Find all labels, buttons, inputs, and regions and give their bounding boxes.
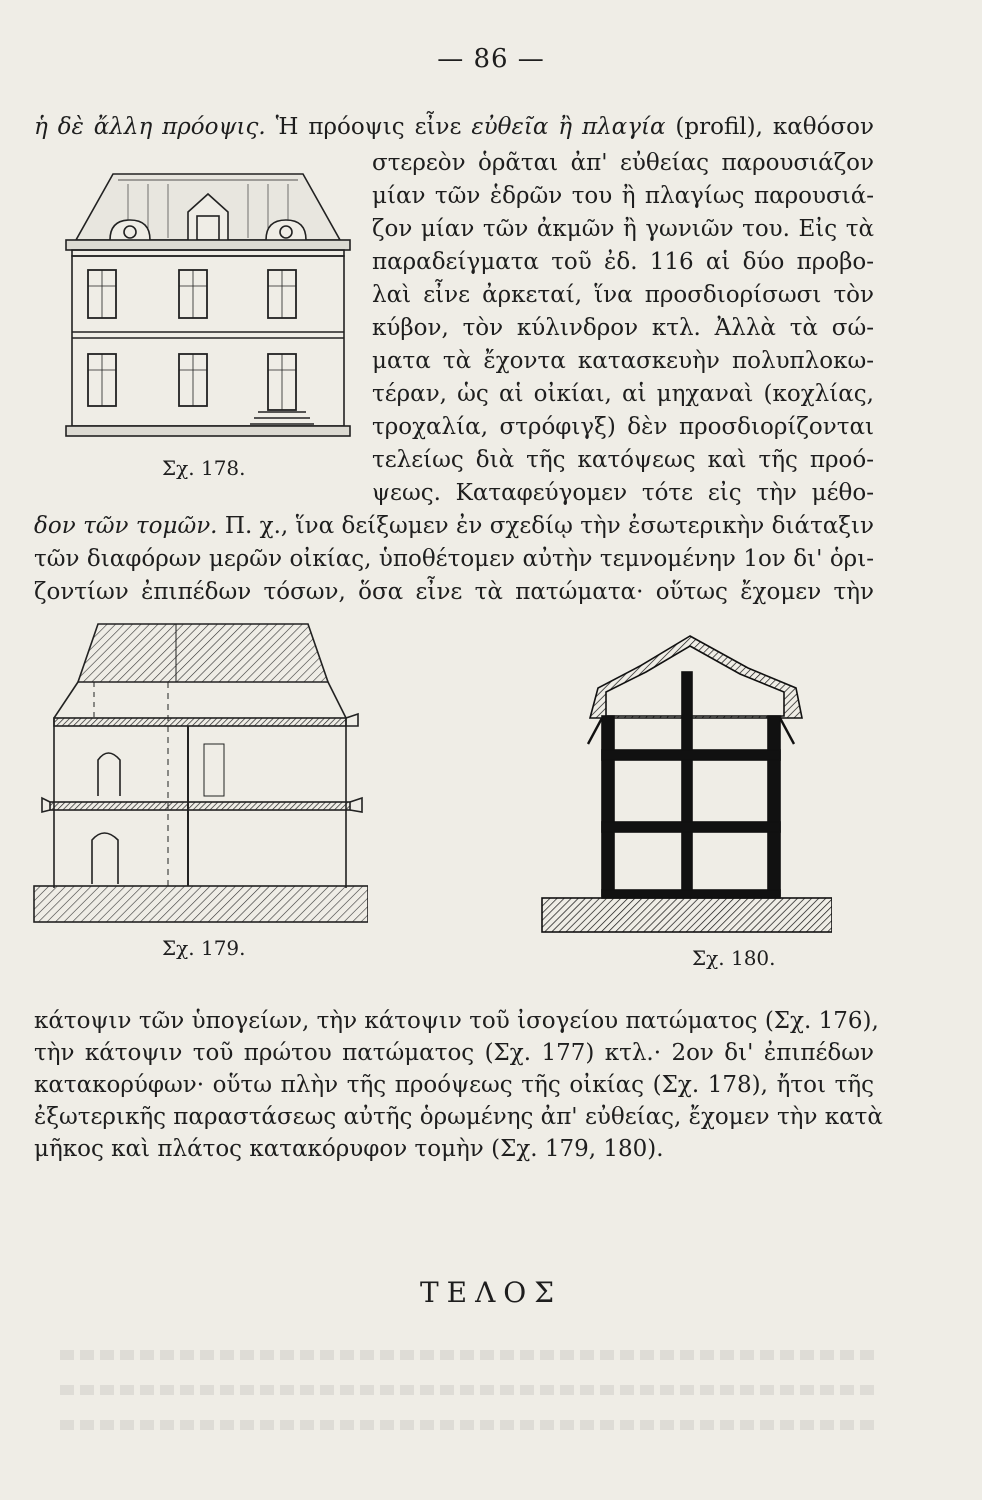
text-line-1 <box>34 112 874 142</box>
text-line: ἐξωτερικῆς παραστάσεως αὐτῆς ὁρωμένης ἀπ' εὐθείας, ἔχομεν τὴν κατὰ <box>34 1104 883 1130</box>
italic-run: εὐθεῖα ἢ πλαγία <box>471 114 666 140</box>
side-text-line: ματα τὰ ἔχοντα κατασκευὴν πολυπλοκω- <box>372 348 874 374</box>
text-run: Π. χ., ἵνα δείξωμεν ἐν σχεδίῳ τὴν ἐσωτερικὴν διάταξιν <box>217 513 874 539</box>
text-line: κάτοψιν τῶν ὑπογείων, τὴν κάτοψιν τοῦ ἰσογείου πατώματος (Σχ. 176), <box>34 1008 879 1034</box>
text-line: τὴν κάτοψιν τοῦ πρώτου πατώματος (Σχ. 177) κτλ.· 2ον δι' ἐπιπέδων <box>34 1040 874 1066</box>
side-text-line: τέραν, ὡς αἱ οἰκίαι, αἱ μηχαναὶ (κοχλίας, <box>372 381 874 407</box>
text-line: κατακορύφων· οὕτω πλὴν τῆς προόψεως τῆς οἰκίας (Σχ. 178), ἤτοι τῆς <box>34 1072 874 1098</box>
end-title: ΤΕΛΟΣ <box>419 1276 563 1309</box>
side-text-line: παραδείγματα τοῦ ἐδ. 116 αἱ δύο προβο- <box>372 249 874 275</box>
text-run: (profil), καθόσον <box>665 114 874 140</box>
text-line-last: μῆκος καὶ πλάτος κατακόρυφον τομὴν (Σχ. 179, 180). <box>34 1136 664 1162</box>
side-text-line: τελείως διὰ τῆς κατόψεως καὶ τῆς προό- <box>372 447 874 473</box>
figure-178-house-facade <box>58 162 358 444</box>
page-number: — 86 — <box>437 44 545 74</box>
figure-179-caption: Σχ. 179. <box>162 936 246 960</box>
bleed-through-texture <box>60 1350 880 1360</box>
bleed-through-texture <box>60 1385 880 1395</box>
text-run: Ἡ πρόοψις εἶνε <box>265 114 472 140</box>
side-text-line: ψεως. Καταφεύγομεν τότε εἰς τὴν μέθο- <box>372 480 874 506</box>
side-text-line: στερεὸν ὁρᾶται ἀπ' εὐθείας παρουσιάζον <box>372 150 874 176</box>
side-text-line: κύβον, τὸν κύλινδρον κτλ. Ἀλλὰ τὰ σώ- <box>372 315 874 341</box>
side-text-line: τροχαλία, στρόφιγξ) δὲν προσδιορίζονται <box>372 414 874 440</box>
figure-180-transverse-section <box>540 632 832 938</box>
figure-179-longitudinal-section <box>28 618 368 930</box>
side-text-line: λαὶ εἶνε ἀρκεταί, ἵνα προσδιορίσωσι τὸν <box>372 282 874 308</box>
bleed-through-texture <box>60 1420 880 1430</box>
text-line-13 <box>34 511 874 541</box>
side-text-line: ζον μίαν τῶν ἀκμῶν ἢ γωνιῶν του. Εἰς τὰ <box>372 216 874 242</box>
figure-178-caption: Σχ. 178. <box>162 456 246 480</box>
italic-run: δον τῶν τομῶν. <box>34 513 218 539</box>
text-line: ζοντίων ἐπιπέδων τόσων, ὅσα εἶνε τὰ πατώματα· οὕτως ἔχομεν τὴν <box>34 579 874 605</box>
italic-run: ἡ δὲ ἄλλη πρόοψις. <box>34 114 266 140</box>
text-line: τῶν διαφόρων μερῶν οἰκίας, ὑποθέτομεν αὐτὴν τεμνομένην 1ον δι' ὁρι- <box>34 546 874 572</box>
side-text-line: μίαν τῶν ἑδρῶν του ἢ πλαγίως παρουσιά- <box>372 183 874 209</box>
figure-180-caption: Σχ. 180. <box>692 946 776 970</box>
